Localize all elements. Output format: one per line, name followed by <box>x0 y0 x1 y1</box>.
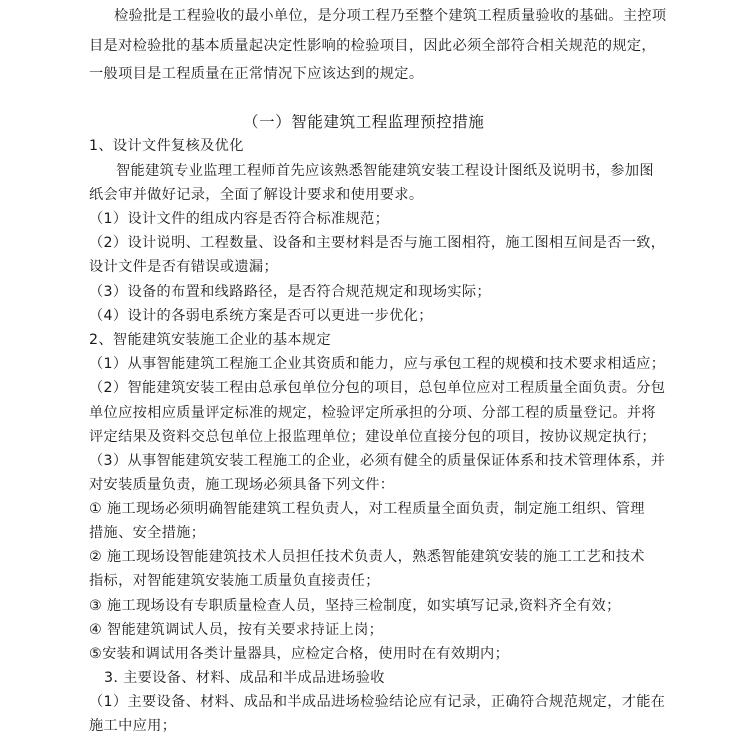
list-item: （1）主要设备、材料、成品和半成品进场检验结论应有记录，正确符合规范规定，才能在 <box>89 694 666 710</box>
intro-line-1: 检验批是工程验收的最小单位，是分项工程乃至整个建筑工程质量验收的基础。主控项 <box>114 8 667 24</box>
list-item: （3）从事智能建筑安装工程施工的企业，必须有健全的质量保证体系和技术管理体系，并 <box>89 453 666 469</box>
list-item-continuation: 评定结果及资料交总包单位上报监理单位；建设单位直接分包的项目，按协议规定执行； <box>89 429 656 445</box>
subsection-heading-1: 1、设计文件复核及优化 <box>89 138 244 154</box>
intro-line-2: 目是对检验批的基本质量起决定性影响的检验项目，因此必须全部符合相关规范的规定， <box>89 38 656 54</box>
sub-list-item-continuation: 指标，对智能建筑安装施工质量负直接责任； <box>89 573 380 589</box>
list-item: （1）设计文件的组成内容是否符合标准规范； <box>89 211 390 227</box>
sub-list-item-continuation: 措施、安全措施； <box>89 525 206 541</box>
subsection-heading-2: 2、智能建筑安装施工企业的基本规定 <box>89 332 331 348</box>
list-item-continuation: 对安装质量负责，施工现场必须具备下列文件： <box>89 477 395 493</box>
list-item-continuation: 施工中应用； <box>89 718 177 734</box>
list-item: （4）设计的各弱电系统方案是否可以更进一步优化； <box>89 308 433 324</box>
intro-line-3: 一般项目是工程质量在正常情况下应该达到的规定。 <box>89 66 424 82</box>
list-item-continuation: 设计文件是否有错误或遗漏； <box>89 259 278 275</box>
list-item: （3）设备的布置和线路路径，是否符合规范规定和现场实际； <box>89 284 491 300</box>
sub-list-item: ① 施工现场必须明确智能建筑工程负责人，对工程质量全面负责，制定施工组织、管理 <box>89 501 645 517</box>
sub-list-item: ⑤安装和调试用各类计量器具，应检定合格，使用时在有效期内； <box>89 646 510 662</box>
list-item: （1）从事智能建筑工程施工企业其资质和能力，应与承包工程的规模和技术要求相适应； <box>89 356 666 372</box>
list-item: （2）智能建筑安装工程由总承包单位分包的项目，总包单位应对工程质量全面负责。分包 <box>89 380 666 396</box>
paragraph-line: 智能建筑专业监理工程师首先应该熟悉智能建筑安装工程设计图纸及说明书，参加图 <box>116 163 654 179</box>
sub-list-item: ④ 智能建筑调试人员，按有关要求持证上岗； <box>89 622 384 638</box>
list-item: （2）设计说明、工程数量、设备和主要材料是否与施工图相符，施工图相互间是否一致， <box>89 235 666 251</box>
list-item-continuation: 单位应按相应质量评定标准的规定，检验评定所承担的分项、分部工程的质量登记。并将 <box>89 405 656 421</box>
sub-list-item: ③ 施工现场设有专职质量检查人员，坚持三检制度，如实填写记录,资料齐全有效； <box>89 598 621 614</box>
sub-list-item: ② 施工现场设智能建筑技术人员担任技术负责人，熟悉智能建筑安装的施工工艺和技术 <box>89 549 645 565</box>
paragraph-line: 纸会审并做好记录，全面了解设计要求和使用要求。 <box>89 187 424 203</box>
subsection-heading-3: 3. 主要设备、材料、成品和半成品进场验收 <box>104 670 385 686</box>
section-title: （一）智能建筑工程监理预控措施 <box>243 113 485 131</box>
